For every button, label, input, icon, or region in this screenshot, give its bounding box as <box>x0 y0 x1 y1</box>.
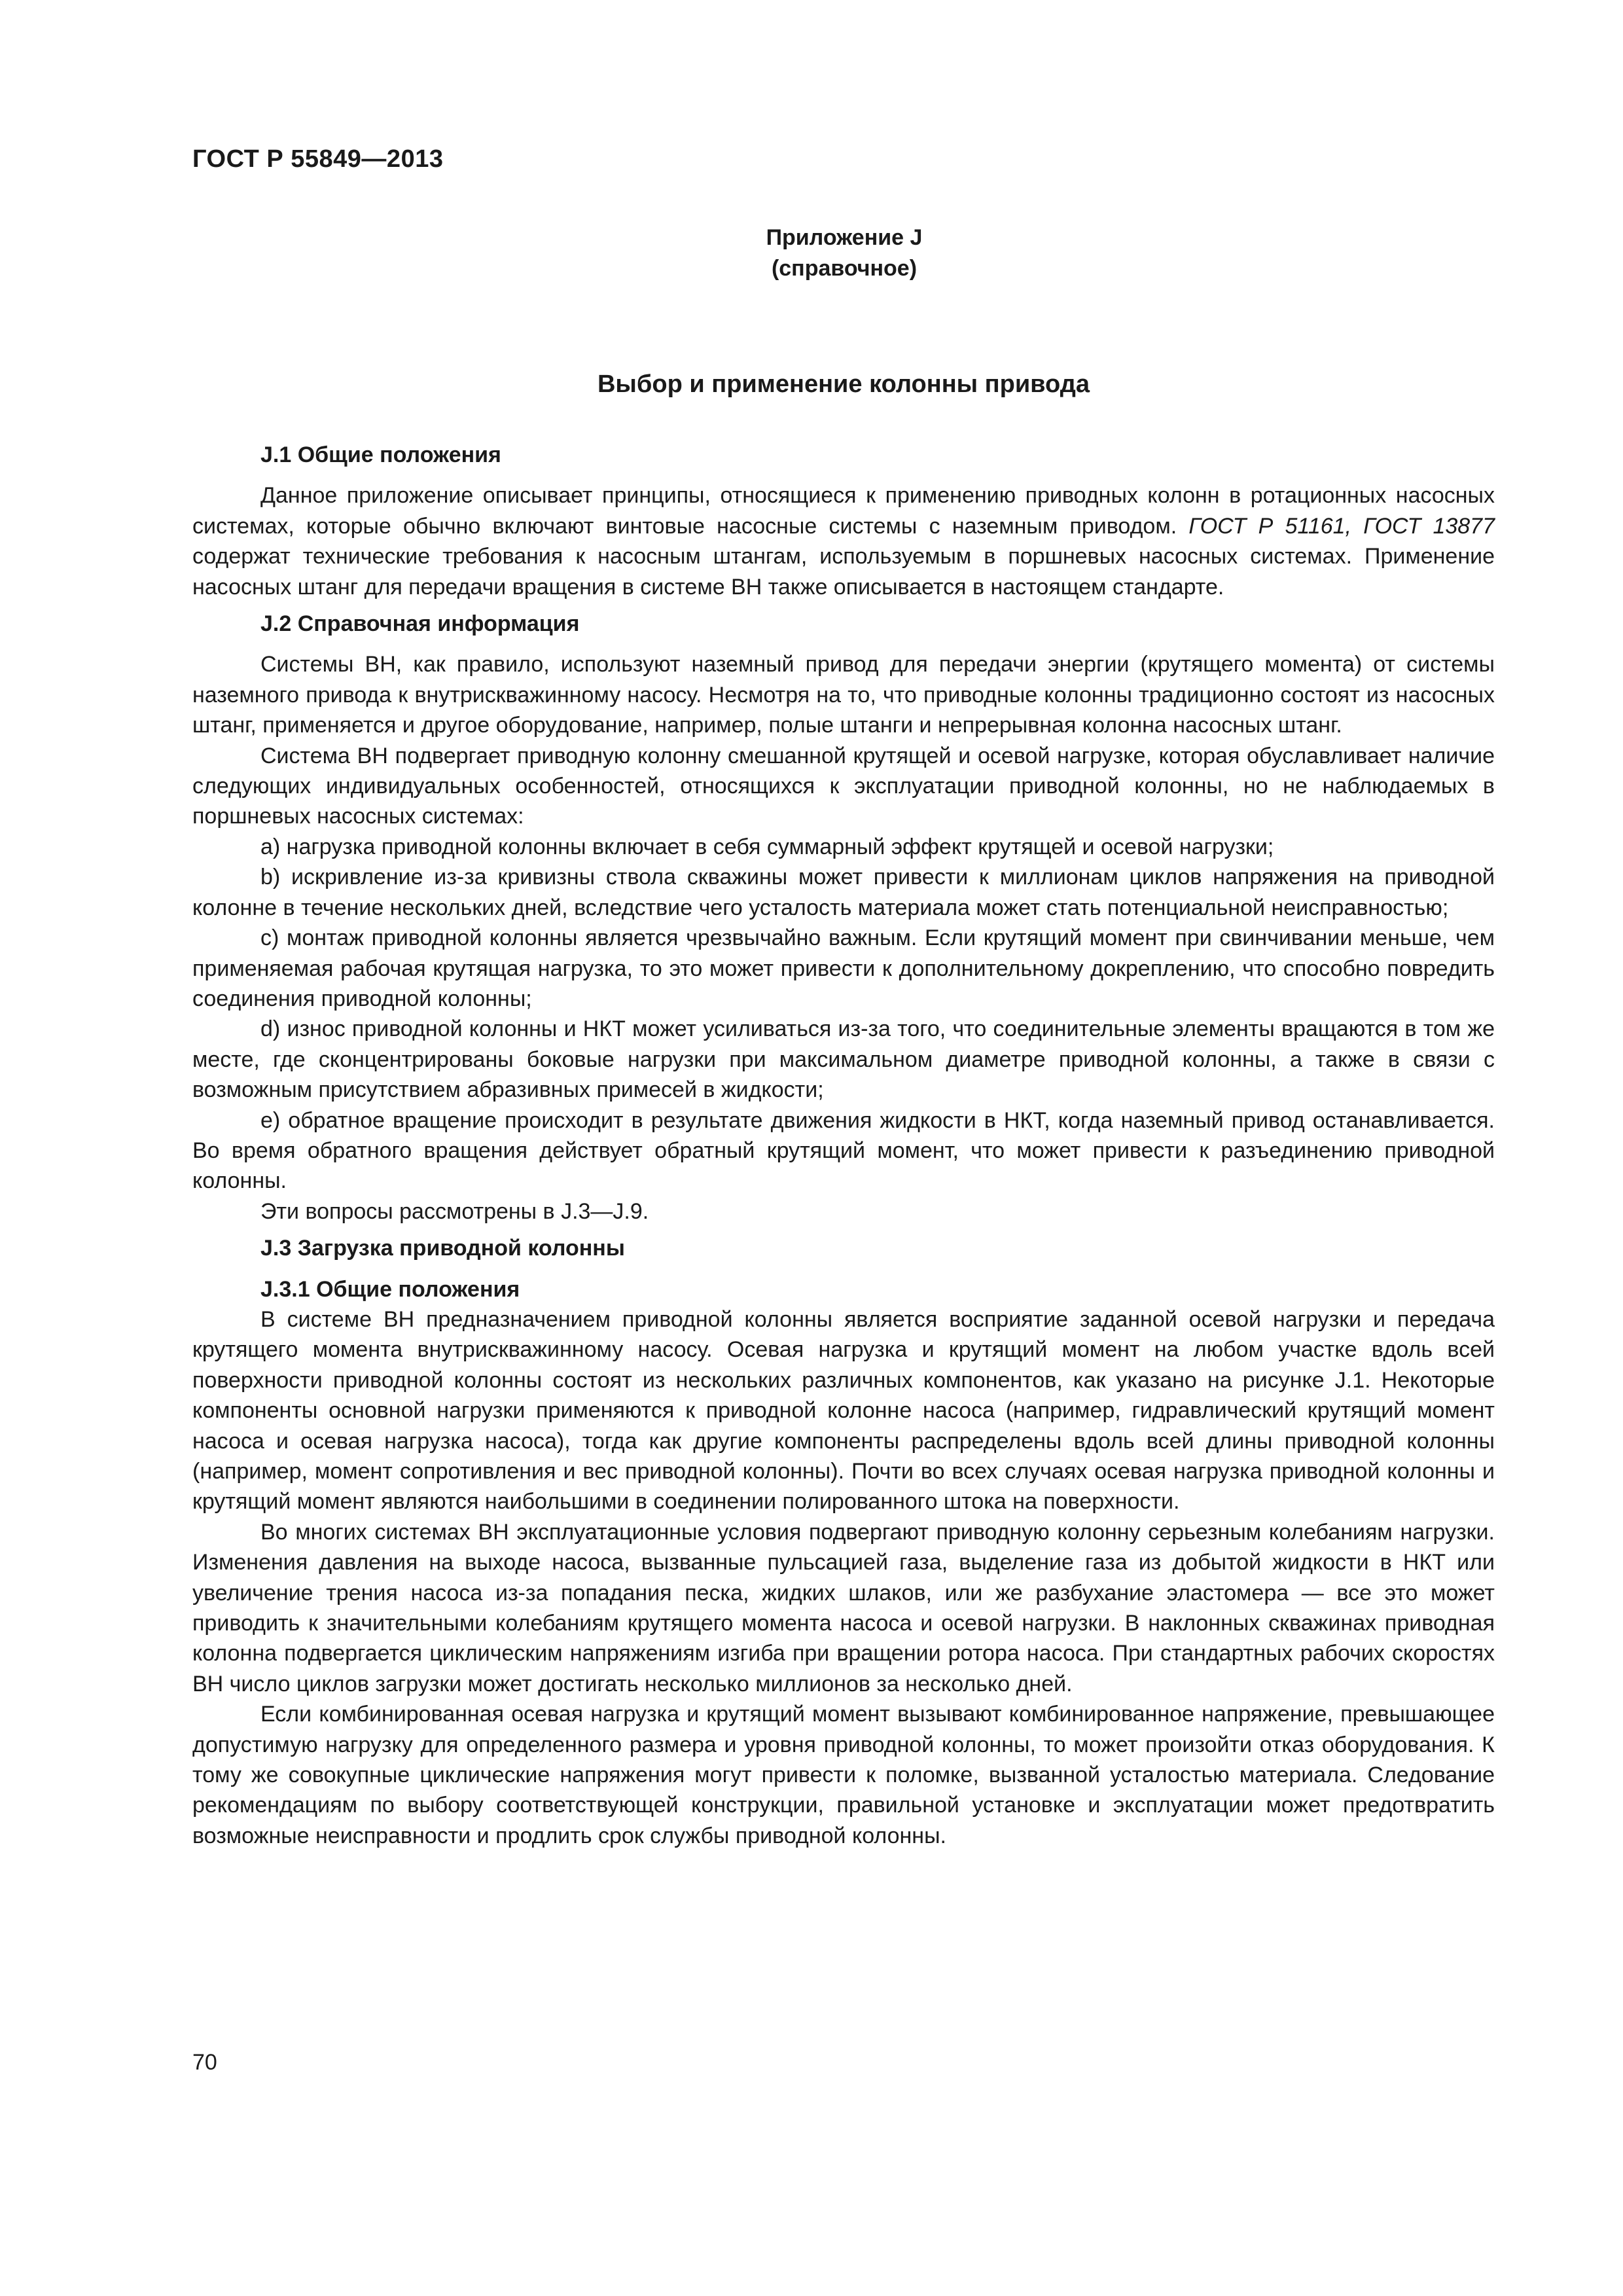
section-heading-j1: J.1 Общие положения <box>260 442 501 467</box>
document-number-header: ГОСТ Р 55849—2013 <box>192 145 444 173</box>
paragraph: В системе ВН предназначением приводной колонны является восприятие заданной осевой нагрузки и передача крутящего момента внутрискважинному насосу. Осевая нагрузка и крутящий момент на любом участке вдоль всей поверхности приводной колонны состоят из нескольких различных компонентов, как указано на рисунке J.1. Некоторые компоненты основной нагрузки применяются к приводной колонне насоса (например, гидравлический крутящий момент насоса и осевая нагрузка насоса), тогда как другие компоненты распределены вдоль всей длины приводной колонны (например, момент сопротивления и вес приводной колонны). Почти во всех случаях осевая нагрузка приводной колонны и крутящий момент являются наибольшими в соединении полированного штока на поверхности. <box>192 1306 1495 1515</box>
appendix-type: (справочное) <box>771 256 918 281</box>
section-heading-j3: J.3 Загрузка приводной колонны <box>260 1236 625 1261</box>
paragraph: Система ВН подвергает приводную колонну смешанной крутящей и осевой нагрузке, которая обуславливает наличие следующих индивидуальных особенностей, относящихся к эксплуатации приводной колонны, но не наблюдаемых в поршневых насосных системах: <box>192 743 1495 829</box>
list-item: d) износ приводной колонны и НКТ может усиливаться из-за того, что соединительные элементы вращаются в том же месте, где сконцентрированы боковые нагрузки при максимальном диаметре приводной колонны, а также в связи с возможным присутствием абразивных примесей в жидкости; <box>192 1016 1495 1103</box>
list-item: b) искривление из-за кривизны ствола скважины может привести к миллионам циклов напряжения на приводной колонне в течение нескольких дней, вследствие чего усталость материала может стать потенциальной неисправностью; <box>192 865 1495 920</box>
subsection-heading-j3-1: J.3.1 Общие положения <box>260 1276 520 1302</box>
paragraph <box>192 480 1495 602</box>
standard-reference: ГОСТ Р 51161, ГОСТ 13877 <box>1188 513 1495 539</box>
page-number: 70 <box>192 2050 217 2075</box>
text-run: Данное приложение описывает принципы, относящиеся к применению приводных колонн в ротационных насосных системах, которые обычно включают винтовые насосные системы с наземным приводом. <box>192 483 1495 539</box>
appendix-title: Приложение J <box>766 225 923 250</box>
list-item: c) монтаж приводной колонны является чрезвычайно важным. Если крутящий момент при свинчивании меньше, чем применяемая рабочая крутящая нагрузка, то это может привести к дополнительному докреплению, что способно повредить соединения приводной колонны; <box>192 925 1495 1011</box>
paragraph: Системы ВН, как правило, используют наземный привод для передачи энергии (крутящего момента) от системы наземного привода к внутрискважинному насосу. Несмотря на то, что приводные колонны традиционно состоят из насосных штанг, применяется и другое оборудование, например, полые штанги и непрерывная колонна насосных штанг. <box>192 652 1495 738</box>
appendix-label <box>746 223 942 284</box>
paragraph: Эти вопросы рассмотрены в J.3—J.9. <box>260 1198 649 1224</box>
paragraph: Во многих системах ВН эксплуатационные условия подвергают приводную колонну серьезным колебаниям нагрузки. Изменения давления на выходе насоса, вызванные пульсацией газа, выделение газа из добытой жидкости в НКТ или увеличение трения насоса из-за попадания песка, жидких шлаков, или же разбухание эластомера — все это может приводить к значительными колебаниям крутящего момента насоса и осевой нагрузки. В наклонных скважинах приводная колонна подвергается циклическим напряжениям изгиба при вращении ротора насоса. При стандартных рабочих скоростях ВН число циклов загрузки может достигать несколько миллионов за несколько дней. <box>192 1519 1495 1696</box>
section-heading-j2: J.2 Справочная информация <box>260 611 580 637</box>
document-body <box>192 433 1495 1851</box>
list-item: a) нагрузка приводной колонны включает в себя суммарный эффект крутящей и осевой нагрузки; <box>260 834 1274 859</box>
appendix-main-title: Выбор и применение колонны привода <box>597 370 1090 398</box>
list-item: e) обратное вращение происходит в результате движения жидкости в НКТ, когда наземный привод останавливается. Во время обратного вращения действует обратный крутящий момент, что может привести к разъединению приводной колонны. <box>192 1107 1495 1194</box>
text-run: содержат технические требования к насосным штангам, используемым в поршневых насосных системах. Применение насосных штанг для передачи вращения в системе ВН также описывается в настоящем стандарте. <box>192 544 1495 600</box>
enumerated-list <box>192 832 1495 1196</box>
paragraph: Если комбинированная осевая нагрузка и крутящий момент вызывают комбинированное напряжение, превышающее допустимую нагрузку для определенного размера и уровня приводной колонны, то может произойти отказ оборудования. К тому же совокупные циклические напряжения могут привести к поломке, вызванной усталостью материала. Следование рекомендациям по выбору соответствующей конструкции, правильной установке и эксплуатации может предотвратить возможные неисправности и продлить срок службы приводной колонны. <box>192 1702 1495 1848</box>
